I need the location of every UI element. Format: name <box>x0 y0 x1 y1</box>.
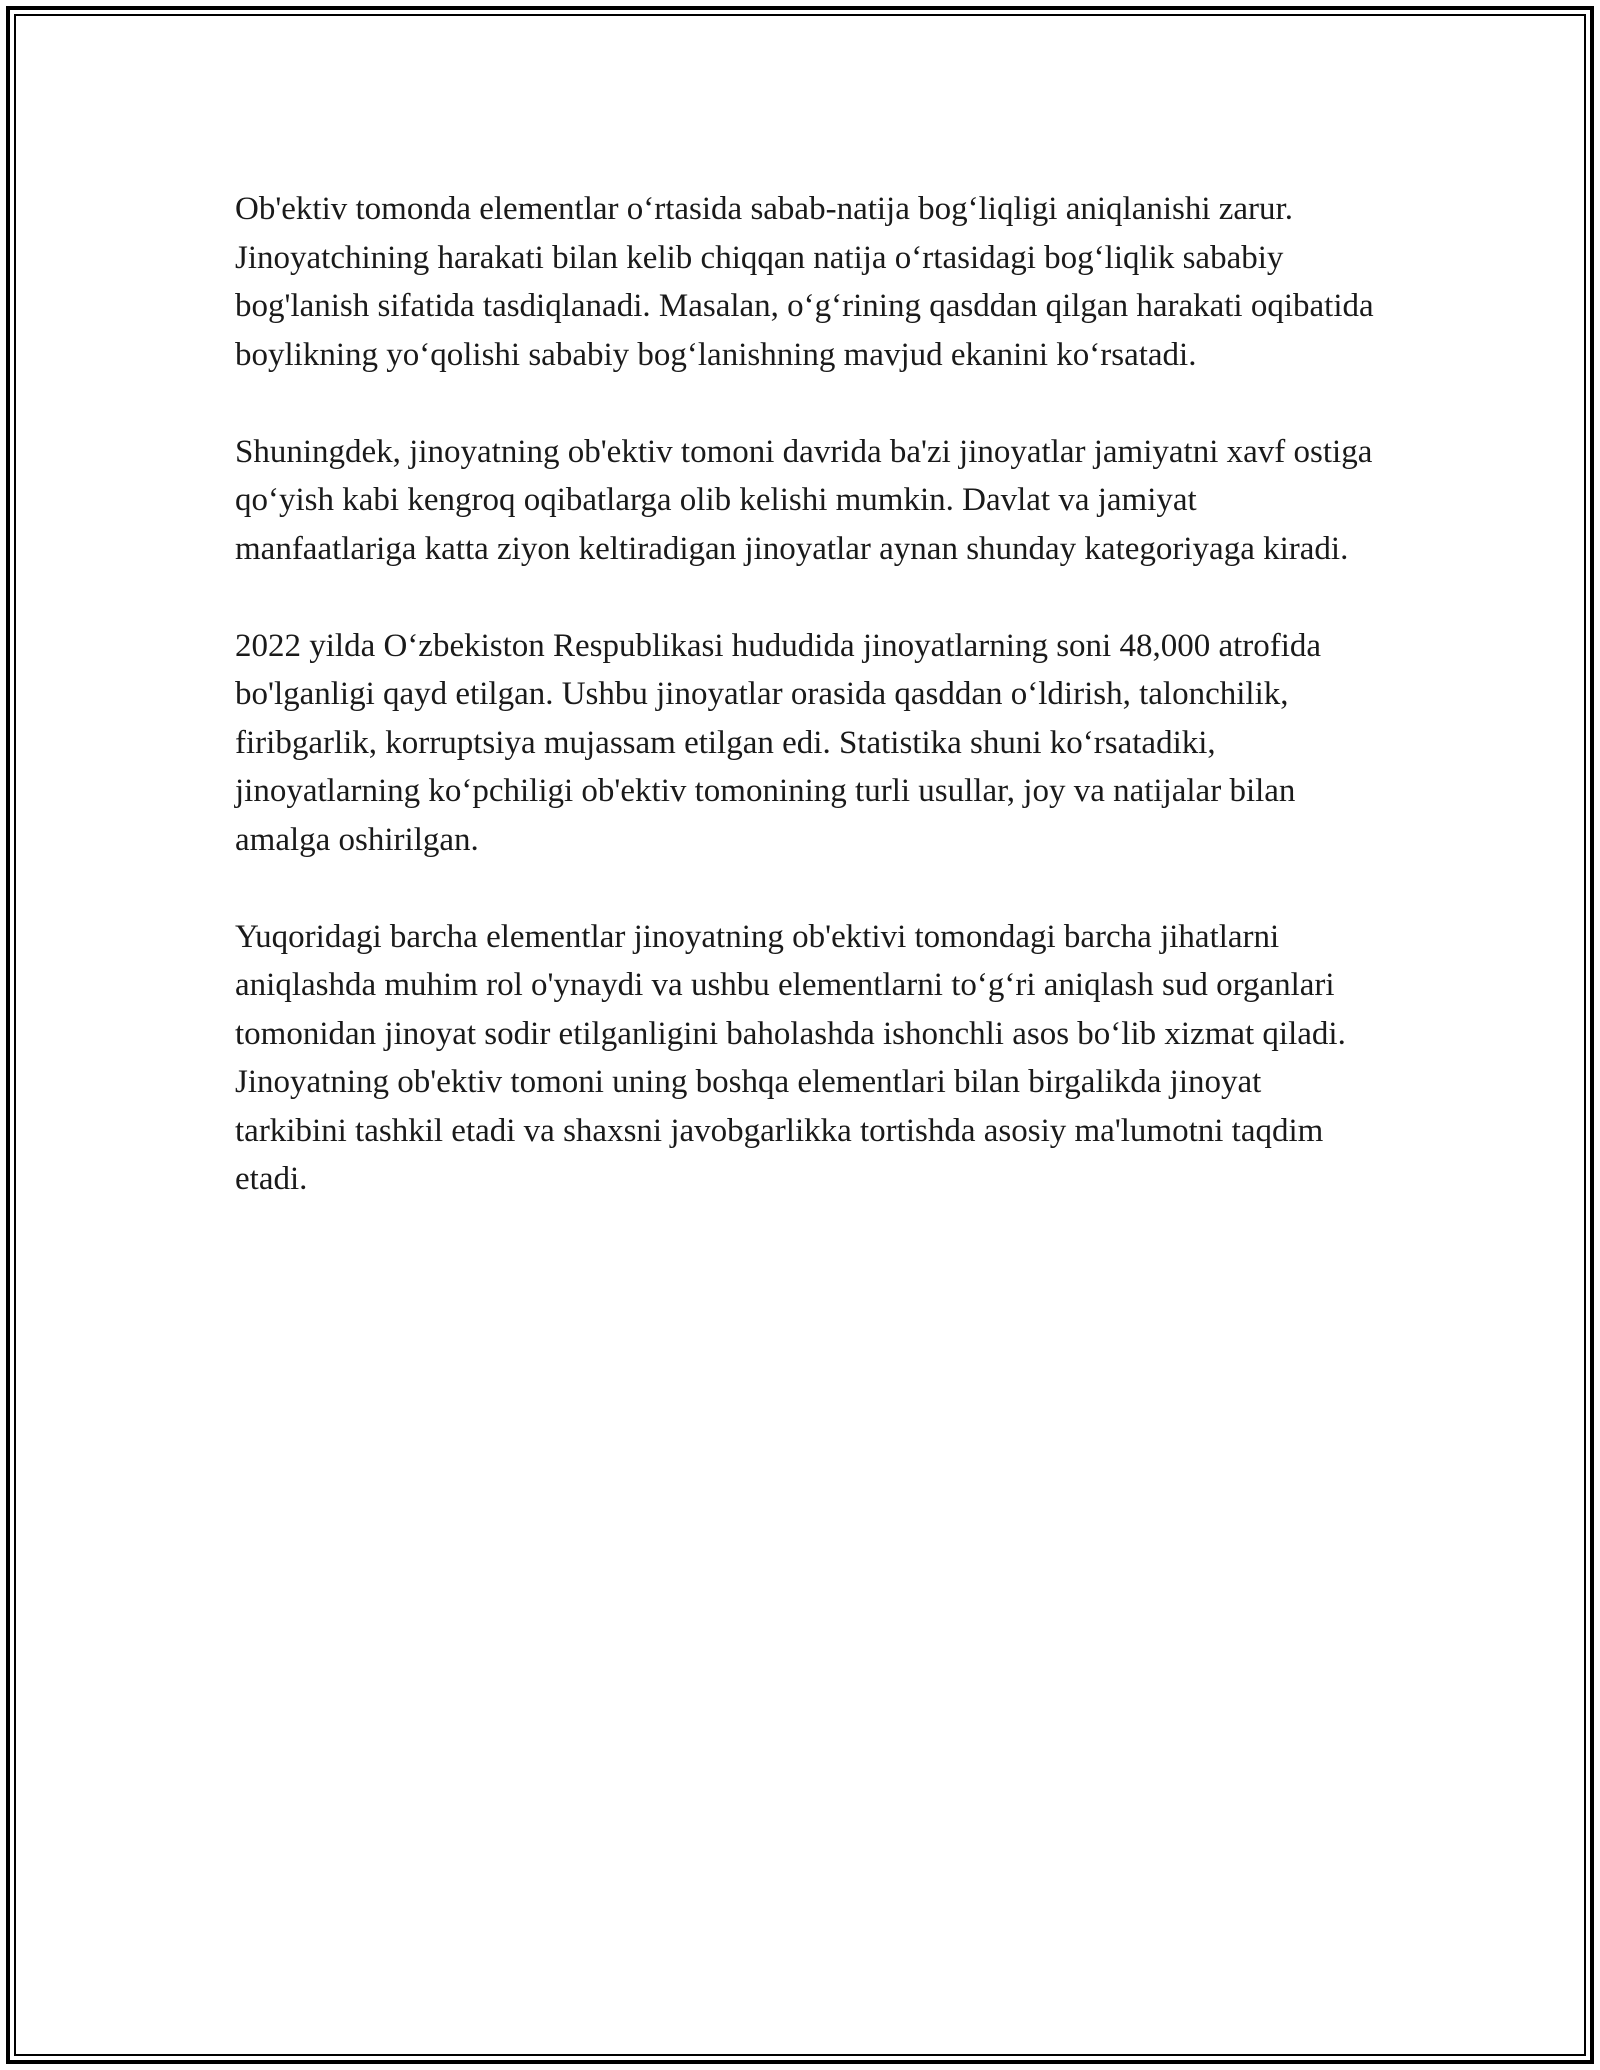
document-body <box>235 185 1380 1252</box>
paragraph-causal-link: Ob'ektiv tomonda elementlar o‘rtasida sabab-natija bog‘liqligi aniqlanishi zarur. Jinoyatchining harakati bilan kelib chiqqan natija o‘rtasidagi bog‘liqlik sababiy bog'lanish sifatida tasdiqlanadi. Masalan, o‘g‘rining qasddan qilgan harakati oqibatida boylikning yo‘qolishi sababiy bog‘lanishning mavjud ekanini ko‘rsatadi. <box>235 191 1374 373</box>
paragraph-conclusion: Yuqoridagi barcha elementlar jinoyatning ob'ektivi tomondagi barcha jihatlarni aniqlashda muhim rol o'ynaydi va ushbu elementlarni to‘g‘ri aniqlash sud organlari tomonidan jinoyat sodir etilganligini baholashda ishonchli asos bo‘lib xizmat qiladi. Jinoyatning ob'ektiv tomoni uning boshqa elementlari bilan birgalikda jinoyat tarkibini tashkil etadi va shaxsni javobgarlikka tortishda asosiy ma'lumotni taqdim etadi. <box>235 918 1346 1197</box>
paragraph-statistics-2022: 2022 yilda O‘zbekiston Respublikasi hududida jinoyatlarning soni 48,000 atrofida bo'lganligi qayd etilgan. Ushbu jinoyatlar orasida qasddan o‘ldirish, talonchilik, firibgarlik, korruptsiya mujassam etilgan edi. Statistika shuni ko‘rsatadiki, jinoyatlarning ko‘pchiligi ob'ektiv tomonining turli usullar, joy va natijalar bilan amalga oshirilgan. <box>235 627 1322 858</box>
paragraph-broader-consequences: Shuningdek, jinoyatning ob'ektiv tomoni davrida ba'zi jinoyatlar jamiyatni xavf ostiga qo‘yish kabi kengroq oqibatlarga olib kelishi mumkin. Davlat va jamiyat manfaatlariga katta ziyon keltiradigan jinoyatlar aynan shunday kategoriyaga kiradi. <box>235 433 1373 567</box>
